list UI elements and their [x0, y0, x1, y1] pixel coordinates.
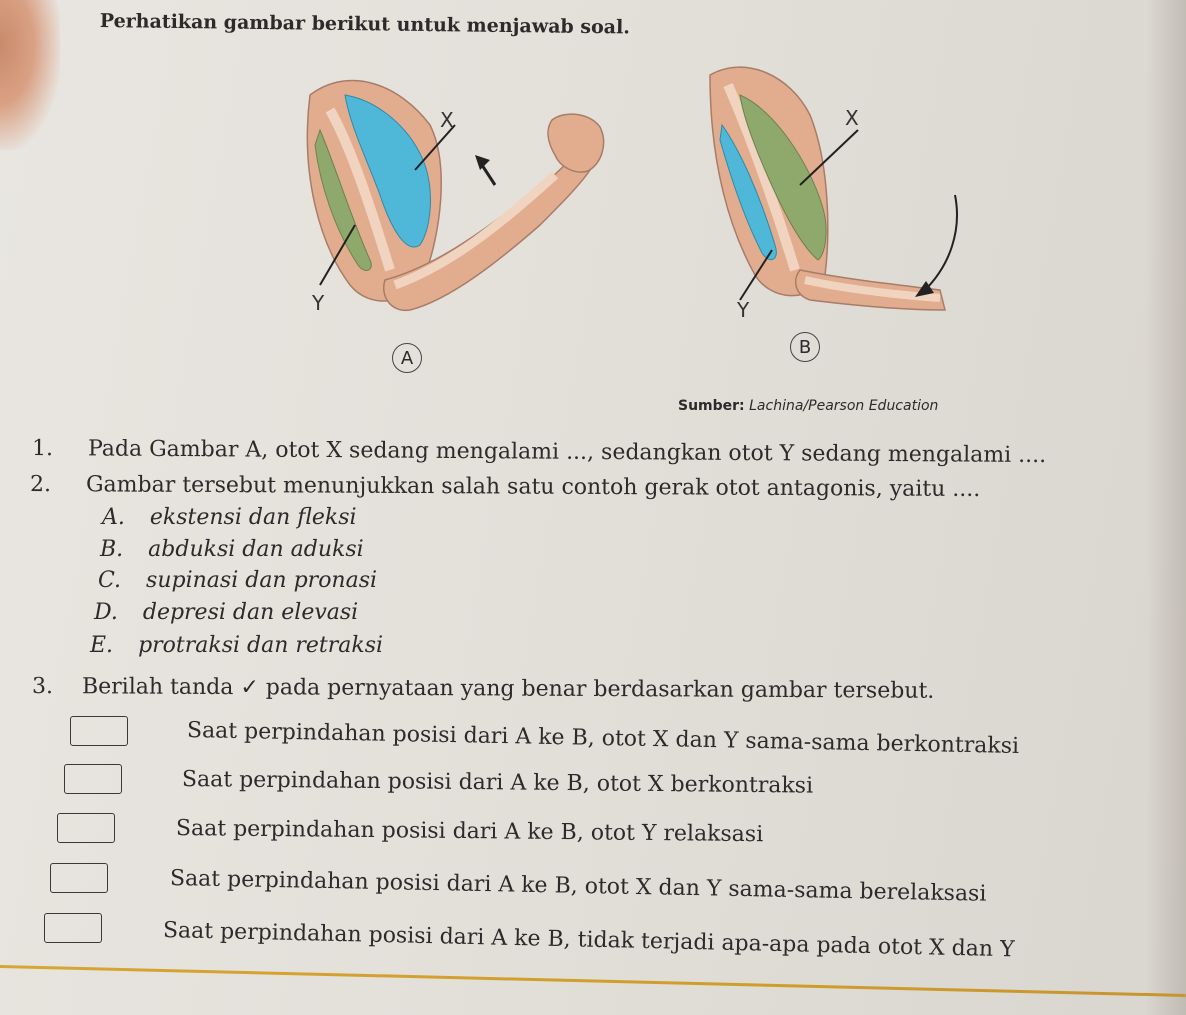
statement-2: Saat perpindahan posisi dari A ke B, otot X berkontraksi — [181, 767, 814, 799]
option-text: supinasi dan pronasi — [146, 568, 378, 593]
option-a — [102, 505, 357, 530]
figure-b-circle-label: B — [790, 332, 820, 362]
statement-checkbox-1[interactable] — [70, 716, 128, 746]
option-c — [98, 568, 377, 593]
option-letter: B. — [100, 537, 124, 562]
figure-a-arm-flexed — [290, 55, 610, 385]
statement-checkbox-2[interactable] — [64, 764, 122, 794]
option-text: abduksi dan aduksi — [148, 537, 364, 562]
question-text: Berilah tanda ✓ pada pernyataan yang benar berdasarkan gambar tersebut. — [81, 674, 935, 704]
option-b — [100, 537, 364, 562]
option-text: depresi dan elevasi — [142, 600, 359, 625]
question-3 — [32, 674, 934, 704]
source-prefix: Sumber: — [678, 398, 745, 414]
statement-checkbox-5[interactable] — [44, 913, 102, 943]
question-1 — [32, 436, 1046, 468]
question-text: Gambar tersebut menunjukkan salah satu contoh gerak otot antagonis, yaitu .... — [85, 472, 981, 502]
page-edge-shadow-right — [1146, 0, 1186, 1015]
statement-4: Saat perpindahan posisi dari A ke B, otot X dan Y sama-sama berelaksasi — [169, 866, 987, 907]
figure-b-x-label: X — [845, 106, 859, 130]
statement-3: Saat perpindahan posisi dari A ke B, otot Y relaksasi — [175, 816, 764, 848]
option-text: ekstensi dan fleksi — [149, 505, 357, 530]
figure-source-credit — [678, 398, 938, 414]
option-d — [94, 600, 358, 625]
question-text: Pada Gambar A, otot X sedang mengalami ..., sedangkan otot Y sedang mengalami .... — [87, 436, 1047, 469]
statement-5: Saat perpindahan posisi dari A ke B, tidak terjadi apa-apa pada otot X dan Y — [162, 918, 1015, 963]
figure-a-x-label: X — [440, 108, 454, 132]
option-e — [90, 633, 383, 658]
option-text: protraksi dan retraksi — [138, 633, 384, 658]
figure-b-arm-extended — [700, 55, 970, 375]
bottom-divider — [0, 965, 1186, 997]
statement-checkbox-4[interactable] — [50, 863, 108, 893]
question-number: 2. — [29, 472, 52, 498]
statement-1: Saat perpindahan posisi dari A ke B, otot X dan Y sama-sama berkontraksi — [186, 718, 1020, 759]
option-letter: A. — [102, 505, 125, 530]
option-letter: E. — [90, 633, 114, 658]
question-number: 3. — [31, 674, 54, 700]
option-letter: C. — [98, 568, 122, 593]
figure-a-y-label: Y — [312, 291, 325, 315]
figure-a-circle-label: A — [392, 343, 422, 373]
statement-checkbox-3[interactable] — [57, 813, 115, 843]
intro-instruction: Perhatikan gambar berikut untuk menjawab soal. — [99, 10, 631, 39]
question-2 — [30, 472, 980, 502]
page-edge-shadow — [0, 0, 60, 150]
figure-b-y-label: Y — [737, 298, 750, 322]
option-letter: D. — [94, 600, 118, 625]
question-number: 1. — [31, 436, 54, 462]
source-text: Lachina/Pearson Education — [749, 398, 939, 414]
fist — [548, 114, 604, 172]
motion-arrow — [925, 195, 957, 290]
